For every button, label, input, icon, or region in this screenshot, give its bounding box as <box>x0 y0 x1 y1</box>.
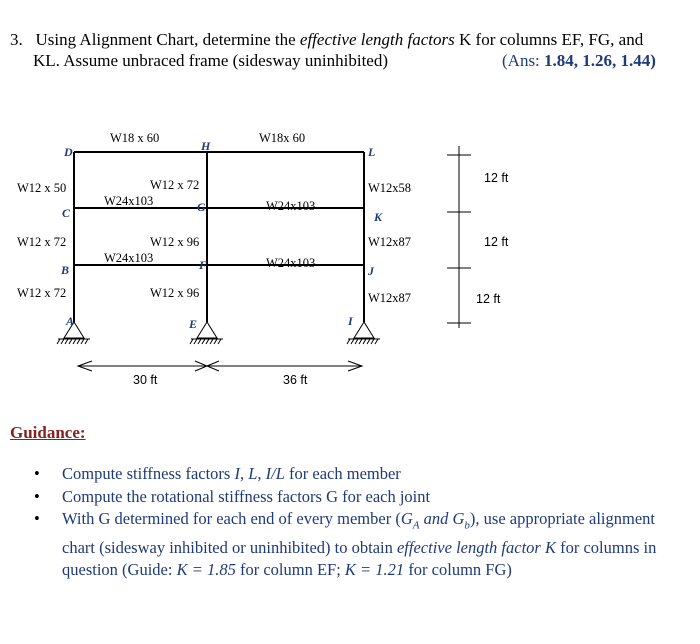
guidance-item-3-sub1: A <box>412 519 420 532</box>
node-i: I <box>348 314 353 328</box>
guidance-item <box>34 486 684 509</box>
node-f: F <box>199 258 208 272</box>
span-left-label: 30 ft <box>133 373 158 387</box>
guidance-heading: Guidance: <box>10 423 86 442</box>
supports <box>57 322 380 344</box>
guidance-item-1-text-b: for each member <box>284 464 401 483</box>
member-label-dh: W18 x 60 <box>110 131 160 145</box>
member-label-fj: W24x103 <box>266 256 316 270</box>
guidance-item-3-k2: K = 1.21 <box>344 560 405 580</box>
node-c: C <box>62 206 71 220</box>
guidance-item-3-text-b: ), use appropriate alignment chart (sidesway inhibited or uninhibited) to obtain <box>62 509 656 557</box>
story-height-1: 12 ft <box>476 292 501 306</box>
member-label-gh: W12 x 72 <box>150 178 200 192</box>
bullet-icon: • <box>34 509 40 528</box>
guidance-item-3-text-c: for columns in question (Guide: <box>62 537 657 580</box>
answer-values: 1.84, 1.26, 1.44) <box>544 51 656 70</box>
member-label-gk: W24x103 <box>266 199 316 213</box>
node-g: G <box>197 200 206 214</box>
guidance-list <box>34 463 684 582</box>
node-j: J <box>368 264 374 278</box>
member-label-bf: W24x103 <box>104 251 154 265</box>
guidance-item-3-text-d: for column EF; <box>235 560 345 580</box>
guidance-item-1-text-a: Compute stiffness factors <box>62 464 235 483</box>
guidance-item <box>34 463 684 486</box>
span-dimension <box>78 361 362 371</box>
guidance-item-3-k1: K = 1.85 <box>176 560 236 580</box>
member-label-kl: W12x58 <box>368 181 412 195</box>
guidance-item-3-g1: G <box>400 509 413 528</box>
bullet-icon: • <box>34 486 40 506</box>
node-b: B <box>61 263 70 277</box>
story-height-2: 12 ft <box>484 235 509 249</box>
node-e: E <box>189 317 198 331</box>
guidance-item-3-g2: G <box>452 509 465 528</box>
guidance-item <box>34 508 684 582</box>
bullet-icon: • <box>34 464 40 483</box>
guidance-item-3-text-a: With G determined for each end of every member ( <box>62 509 401 528</box>
member-label-ij: W12x87 <box>368 291 412 305</box>
problem-text-em: effective length factors <box>299 30 455 49</box>
guidance-item-3-em3: effective length factor K <box>396 537 556 557</box>
problem-text-a: Using Alignment Chart, determine the <box>35 30 300 49</box>
member-label-ab: W12 x 72 <box>17 286 67 300</box>
guidance-item-2-text: Compute the rotational stiffness factors G for each joint <box>62 486 431 506</box>
member-label-fg: W12 x 96 <box>150 235 200 249</box>
frame-members <box>74 152 364 322</box>
node-k: K <box>374 210 383 224</box>
guidance-item-3-sub2: b <box>464 519 470 532</box>
node-d: D <box>64 145 73 159</box>
guidance-item-3-text-e: for column FG) <box>404 560 512 580</box>
story-height-3: 12 ft <box>484 171 509 185</box>
span-right-label: 36 ft <box>283 373 308 387</box>
problem-line-2: KL. Assume unbraced frame (sidesway uninhibited) <box>33 51 389 70</box>
member-label-cd: W12 x 50 <box>17 181 67 195</box>
member-label-jk: W12x87 <box>368 235 412 249</box>
member-label-hl: W18x 60 <box>259 131 306 145</box>
member-label-bc: W12 x 72 <box>17 235 67 249</box>
problem-text-b: K for columns EF, FG, and <box>454 30 644 49</box>
node-h: H <box>201 139 211 153</box>
node-a: A <box>66 314 75 328</box>
member-label-cg: W24x103 <box>104 194 154 208</box>
problem-number: 3. <box>10 30 23 49</box>
node-l: L <box>368 145 376 159</box>
guidance-item-3-and: and <box>419 509 453 528</box>
member-label-ef: W12 x 96 <box>150 286 200 300</box>
answer-prefix: (Ans: <box>502 51 545 70</box>
height-dimension <box>447 146 471 328</box>
guidance-item-1-em: I, L, I/L <box>234 464 285 483</box>
